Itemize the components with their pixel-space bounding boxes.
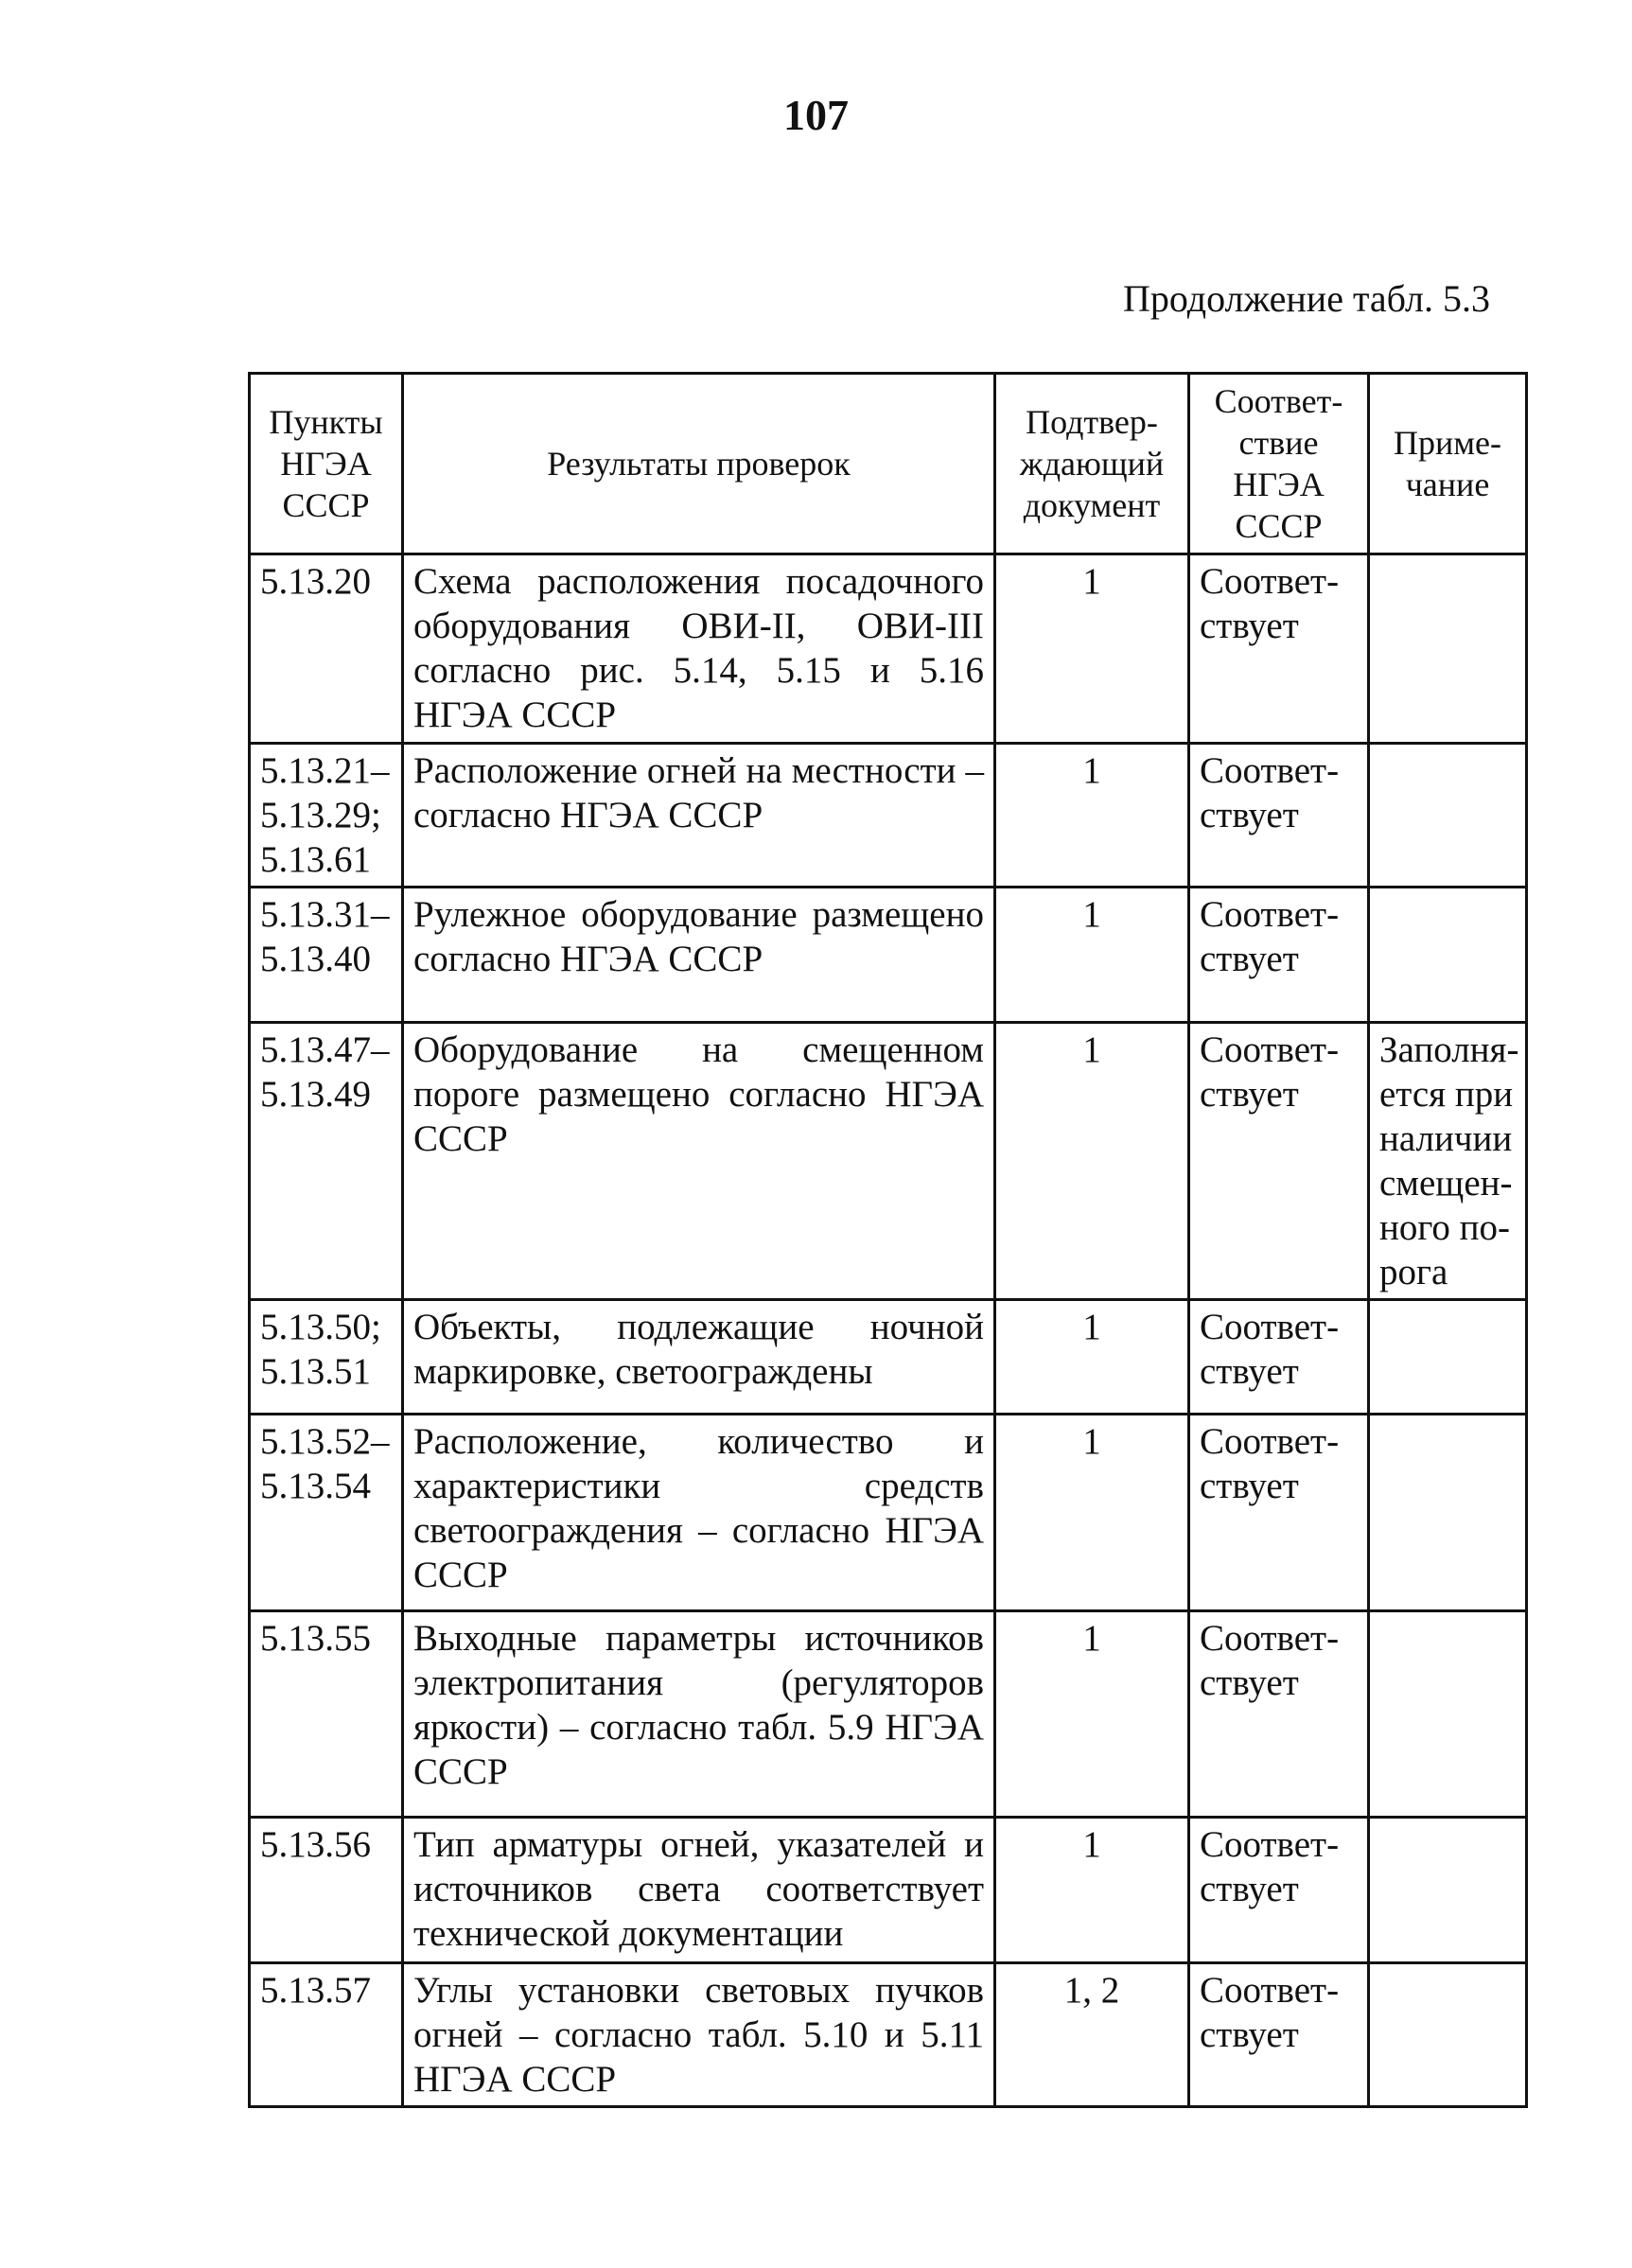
- result-cell: Углы установки световых пучков огней – согласно табл. 5.10 и 5.11 НГЭА СССР: [403, 1963, 995, 2107]
- header-note: [1369, 374, 1527, 554]
- document-cell: 1: [995, 1023, 1189, 1300]
- document-cell: 1: [995, 1300, 1189, 1415]
- table-row: [250, 1415, 1527, 1611]
- header-text: ствие: [1238, 424, 1319, 462]
- note-text: Заполня-: [1379, 1029, 1519, 1070]
- note-cell: [1369, 888, 1527, 1023]
- result-cell: Рулежное оборудование размещено согласно НГЭА СССР: [403, 888, 995, 1023]
- note-cell: [1369, 1963, 1527, 2107]
- result-cell: Схема расположения посадочного оборудования ОВИ-II, ОВИ-III согласно рис. 5.14, 5.15 и 5.16 НГЭА СССР: [403, 554, 995, 744]
- compliance-text: Соответ-: [1200, 894, 1340, 935]
- clause-number: 5.13.20: [260, 561, 371, 602]
- clause-number: 5.13.55: [260, 1618, 371, 1659]
- clause-cell: [250, 1415, 403, 1611]
- compliance-text: ствует: [1200, 1869, 1299, 1909]
- header-results: [403, 374, 995, 554]
- result-cell: Оборудование на смещенном пороге размещено согласно НГЭА СССР: [403, 1023, 995, 1300]
- clause-number: 5.13.51: [260, 1351, 371, 1392]
- inspection-results-table: [248, 372, 1528, 2108]
- document-cell: 1: [995, 1818, 1189, 1963]
- header-text: НГЭА: [280, 445, 372, 483]
- header-text: ждающий: [1019, 445, 1165, 483]
- compliance-text: ствует: [1200, 1074, 1299, 1115]
- compliance-text: Соответ-: [1200, 561, 1340, 602]
- clause-cell: [250, 1023, 403, 1300]
- header-clauses: [250, 374, 403, 554]
- compliance-text: Соответ-: [1200, 1970, 1340, 2011]
- document-cell: 1: [995, 554, 1189, 744]
- clause-number: 5.13.61: [260, 839, 371, 880]
- compliance-cell: [1189, 1818, 1369, 1963]
- compliance-text: Соответ-: [1200, 1824, 1340, 1865]
- header-compliance: [1189, 374, 1369, 554]
- result-cell: Расположение, количество и характеристики средств светоограждения – согласно НГЭА СССР: [403, 1415, 995, 1611]
- compliance-cell: [1189, 554, 1369, 744]
- header-text: чание: [1405, 466, 1490, 503]
- document-cell: 1: [995, 888, 1189, 1023]
- compliance-cell: [1189, 1023, 1369, 1300]
- note-cell: [1369, 1818, 1527, 1963]
- clause-number: 5.13.57: [260, 1970, 371, 2011]
- note-text: смещен-: [1379, 1163, 1513, 1204]
- note-cell: [1369, 744, 1527, 888]
- compliance-cell: [1189, 888, 1369, 1023]
- compliance-text: Соответ-: [1200, 1421, 1340, 1462]
- table-row: [250, 888, 1527, 1023]
- compliance-text: ствует: [1200, 939, 1299, 979]
- clause-number: 5.13.52–: [260, 1421, 390, 1462]
- note-cell: [1369, 1023, 1527, 1300]
- document-cell: 1: [995, 744, 1189, 888]
- clause-cell: [250, 888, 403, 1023]
- header-text: СССР: [1235, 507, 1323, 545]
- clause-number: 5.13.49: [260, 1074, 371, 1115]
- clause-cell: [250, 554, 403, 744]
- header-document: [995, 374, 1189, 554]
- clause-number: 5.13.54: [260, 1466, 371, 1506]
- result-cell: Расположение огней на местности – согласно НГЭА СССР: [403, 744, 995, 888]
- table-row: [250, 1300, 1527, 1415]
- document-cell: 1: [995, 1611, 1189, 1818]
- note-text: ется при: [1379, 1074, 1514, 1115]
- compliance-text: Соответ-: [1200, 1307, 1340, 1347]
- clause-cell: [250, 744, 403, 888]
- note-cell: [1369, 1611, 1527, 1818]
- header-text: Приме-: [1393, 424, 1501, 462]
- table-continuation-label: Продолжение табл. 5.3: [1123, 277, 1490, 320]
- table-row: [250, 1818, 1527, 1963]
- clause-number: 5.13.21–: [260, 750, 390, 791]
- header-text: НГЭА: [1233, 466, 1325, 503]
- table-body: [250, 554, 1527, 2107]
- note-text: рога: [1379, 1252, 1448, 1292]
- compliance-text: Соответ-: [1200, 750, 1340, 791]
- compliance-text: ствует: [1200, 795, 1299, 835]
- result-cell: Выходные параметры источников электропитания (регуляторов яркости) – согласно табл. 5.9 НГЭА СССР: [403, 1611, 995, 1818]
- header-text: СССР: [282, 486, 370, 524]
- header-text: Соответ-: [1214, 382, 1343, 420]
- clause-cell: [250, 1611, 403, 1818]
- result-cell: Тип арматуры огней, указателей и источников света соответствует технической документации: [403, 1818, 995, 1963]
- table-row: [250, 1023, 1527, 1300]
- page-number: 107: [783, 91, 849, 139]
- table-row: [250, 1611, 1527, 1818]
- compliance-text: ствует: [1200, 2014, 1299, 2055]
- clause-number: 5.13.56: [260, 1824, 371, 1865]
- note-text: ного по-: [1379, 1207, 1511, 1248]
- clause-number: 5.13.29;: [260, 795, 381, 835]
- header-text: Результаты проверок: [547, 445, 851, 483]
- clause-cell: [250, 1818, 403, 1963]
- compliance-cell: [1189, 744, 1369, 888]
- compliance-cell: [1189, 1963, 1369, 2107]
- compliance-text: ствует: [1200, 606, 1299, 646]
- header-text: документ: [1023, 486, 1161, 524]
- compliance-cell: [1189, 1300, 1369, 1415]
- table-row: [250, 554, 1527, 744]
- note-text: наличии: [1379, 1118, 1513, 1159]
- document-cell: 1: [995, 1415, 1189, 1611]
- compliance-text: ствует: [1200, 1466, 1299, 1506]
- compliance-cell: [1189, 1611, 1369, 1818]
- clause-number: 5.13.50;: [260, 1307, 381, 1347]
- compliance-text: ствует: [1200, 1351, 1299, 1392]
- clause-number: 5.13.47–: [260, 1029, 390, 1070]
- clause-number: 5.13.40: [260, 939, 371, 979]
- table-header-row: [250, 374, 1527, 554]
- compliance-cell: [1189, 1415, 1369, 1611]
- compliance-text: Соответ-: [1200, 1618, 1340, 1659]
- document-cell: 1, 2: [995, 1963, 1189, 2107]
- result-cell: Объекты, подлежащие ночной маркировке, светоограждены: [403, 1300, 995, 1415]
- table-row: [250, 744, 1527, 888]
- header-text: Пункты: [269, 403, 383, 441]
- note-cell: [1369, 1300, 1527, 1415]
- header-text: Подтвер-: [1026, 403, 1158, 441]
- table-row: [250, 1963, 1527, 2107]
- clause-cell: [250, 1300, 403, 1415]
- clause-number: 5.13.31–: [260, 894, 390, 935]
- compliance-text: ствует: [1200, 1662, 1299, 1703]
- note-cell: [1369, 554, 1527, 744]
- compliance-text: Соответ-: [1200, 1029, 1340, 1070]
- clause-cell: [250, 1963, 403, 2107]
- note-cell: [1369, 1415, 1527, 1611]
